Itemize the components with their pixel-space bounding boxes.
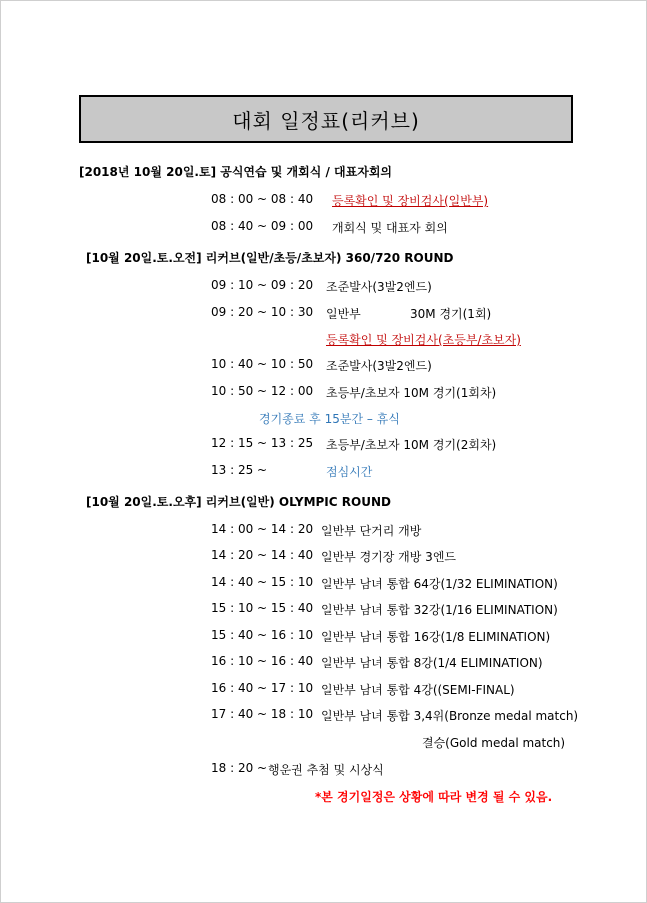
lunch-note: 점심시간 [326,465,373,479]
schedule-time: 14 : 40 ~ 15 : 10 [211,575,314,589]
schedule-item: 일반부 남녀 통합 3,4위(Bronze medal match) [321,709,579,723]
schedule-time: 13 : 25 ~ [211,463,268,477]
schedule-item-final: 결승(Gold medal match) [422,736,566,750]
schedule-item: 일반부 남녀 통합 8강(1/4 ELIMINATION) [321,656,543,670]
schedule-item-registration: 등록확인 및 장비검사(일반부) [332,194,489,208]
schedule-time: 15 : 10 ~ 15 : 40 [211,601,314,615]
schedule-time: 08 : 40 ~ 09 : 00 [211,219,314,233]
schedule-item: 일반부 남녀 통합 4강((SEMI-FINAL) [321,683,515,697]
schedule-item: 일반부 경기장 개방 3엔드 [321,550,456,564]
schedule-time: 12 : 15 ~ 13 : 25 [211,436,314,450]
schedule-time: 16 : 10 ~ 16 : 40 [211,654,314,668]
schedule-item: 조준발사(3발2엔드) [326,280,432,294]
schedule-time: 17 : 40 ~ 18 : 10 [211,707,314,721]
schedule-item: 일반부 단거리 개방 [321,524,422,538]
schedule-item: 조준발사(3발2엔드) [326,359,432,373]
schedule-item: 일반부 [326,307,361,321]
schedule-time: 16 : 40 ~ 17 : 10 [211,681,314,695]
section-heading-2: [10월 20일.토.오전] 리커브(일반/초등/초보자) 360/720 ROUND [86,251,454,265]
section-heading-3: [10월 20일.토.오후] 리커브(일반) OLYMPIC ROUND [86,495,391,509]
break-note: 경기종료 후 15분간 – 휴식 [259,412,400,426]
schedule-time: 09 : 10 ~ 09 : 20 [211,278,314,292]
schedule-item: 초등부/초보자 10M 경기(2회차) [326,438,497,452]
schedule-time: 08 : 00 ~ 08 : 40 [211,192,314,206]
schedule-item: 개회식 및 대표자 회의 [332,221,448,235]
schedule-time: 14 : 00 ~ 14 : 20 [211,522,314,536]
schedule-item: 일반부 남녀 통합 64강(1/32 ELIMINATION) [321,577,558,591]
schedule-change-notice: *본 경기일정은 상황에 따라 변경 될 수 있음. [315,790,553,804]
page-title: 대회 일정표(리커브) [79,95,573,143]
schedule-time: 15 : 40 ~ 16 : 10 [211,628,314,642]
schedule-item-ceremony: 행운권 추첨 및 시상식 [268,763,384,777]
section-heading-1: [2018년 10월 20일.토] 공식연습 및 개회식 / 대표자회의 [79,165,393,179]
schedule-time: 10 : 50 ~ 12 : 00 [211,384,314,398]
schedule-time: 10 : 40 ~ 10 : 50 [211,357,314,371]
schedule-item: 초등부/초보자 10M 경기(1회차) [326,386,497,400]
schedule-item: 일반부 남녀 통합 16강(1/8 ELIMINATION) [321,630,551,644]
schedule-item-registration: 등록확인 및 장비검사(초등부/초보자) [326,333,521,347]
schedule-time: 18 : 20 ~ [211,761,268,775]
schedule-item-detail: 30M 경기(1회) [410,307,492,321]
schedule-item: 일반부 남녀 통합 32강(1/16 ELIMINATION) [321,603,558,617]
schedule-time: 14 : 20 ~ 14 : 40 [211,548,314,562]
schedule-time: 09 : 20 ~ 10 : 30 [211,305,314,319]
